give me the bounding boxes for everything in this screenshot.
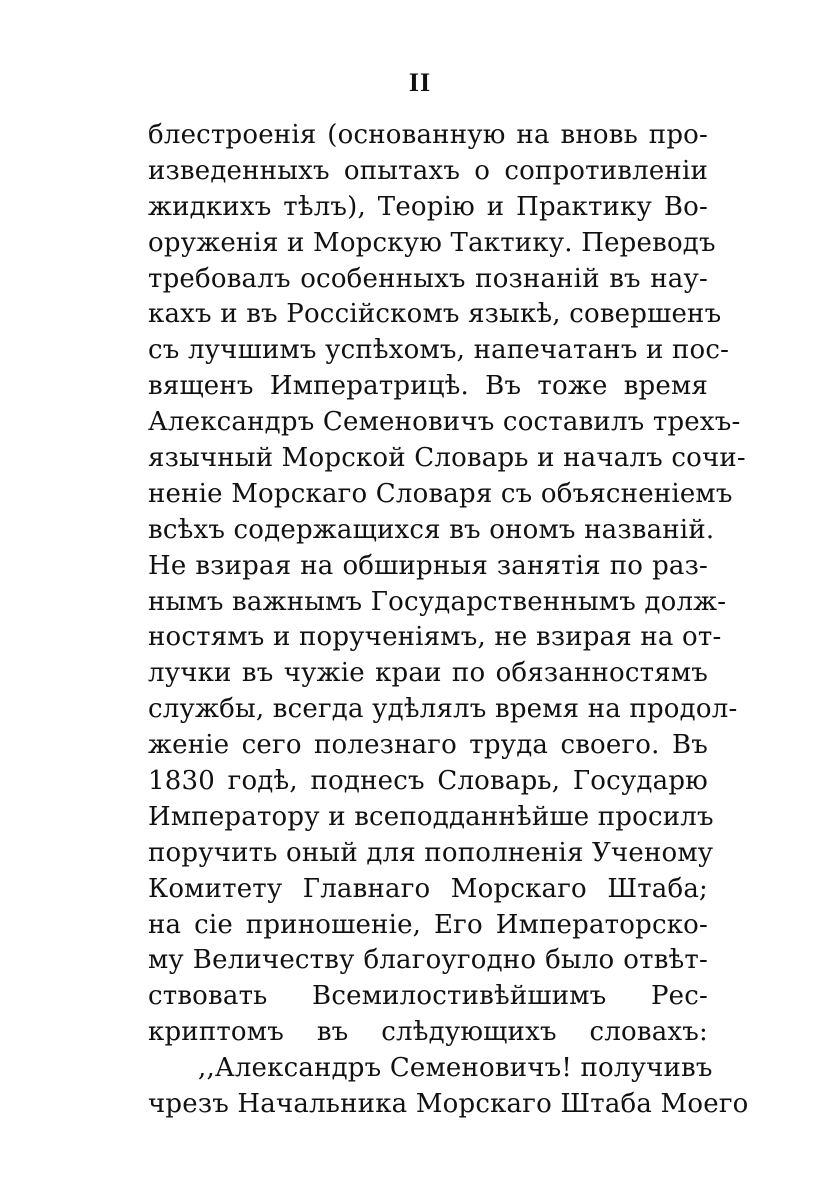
text-line: ствовать Всемилостивѣйшимъ Рес- <box>148 981 708 1012</box>
text-line: требовалъ особенныхъ познаній въ нау- <box>148 263 708 294</box>
text-line: оруженія и Морскую Тактику. Переводъ <box>148 227 716 258</box>
text-line: блестроенія (основанную на вновь про- <box>148 120 708 150</box>
text-line: Не взирая на обширныя занятія по раз- <box>148 550 708 581</box>
text-line: женіе сего полезнаго труда своего. Въ <box>148 730 708 761</box>
text-line: лучки въ чужіе краи по обязанностямъ <box>148 658 708 689</box>
text-line: вященъ Императрицѣ. Въ тоже время <box>148 371 708 402</box>
text-line: 1830 годѣ, поднесъ Словарь, Государю <box>148 766 708 797</box>
text-line: Императору и всеподданнѣйше просилъ <box>148 801 714 832</box>
text-line: нымъ важнымъ Государственнымъ долж- <box>148 586 727 617</box>
text-line: кахъ и въ Россійскомъ языкѣ, совершенъ <box>148 299 722 330</box>
text-line: му Величеству благоугодно было отвѣт- <box>148 945 708 976</box>
text-line: службы, всегда удѣлялъ время на продол- <box>148 694 738 725</box>
text-line: неніе Морскаго Словаря съ объясненіемъ <box>148 478 733 509</box>
text-line: жидкихъ тѣлъ), Теорію и Практику Во- <box>148 191 708 222</box>
text-line: чрезъ Начальника Морскаго Штаба Моего <box>148 1089 749 1120</box>
text-line: криптомъ въ слѣдующихъ словахъ: <box>148 1017 708 1048</box>
text-line: на сіе приношеніе, Его Императорско- <box>148 909 708 940</box>
text-line: ,,Александръ Семеновичъ! получивъ <box>198 1053 713 1084</box>
text-line: Комитету Главнаго Морскаго Штаба; <box>148 873 708 904</box>
text-line: поручить оный для пополненія Ученому <box>148 837 714 868</box>
page-number: II <box>408 68 432 97</box>
text-line: ностямъ и порученіямъ, не взирая на от- <box>148 622 722 653</box>
text-line: всѣхъ содержащихся въ ономъ названій. <box>148 514 715 545</box>
body-text <box>148 118 749 1123</box>
text-line: язычный Морской Словарь и началъ сочи- <box>148 443 746 474</box>
text-line: изведенныхъ опытахъ о сопротивленіи <box>148 155 708 186</box>
text-line: Александръ Семеновичъ составилъ трехъ- <box>148 407 741 438</box>
text-line: съ лучшимъ успѣхомъ, напечатанъ и пос- <box>148 335 730 366</box>
